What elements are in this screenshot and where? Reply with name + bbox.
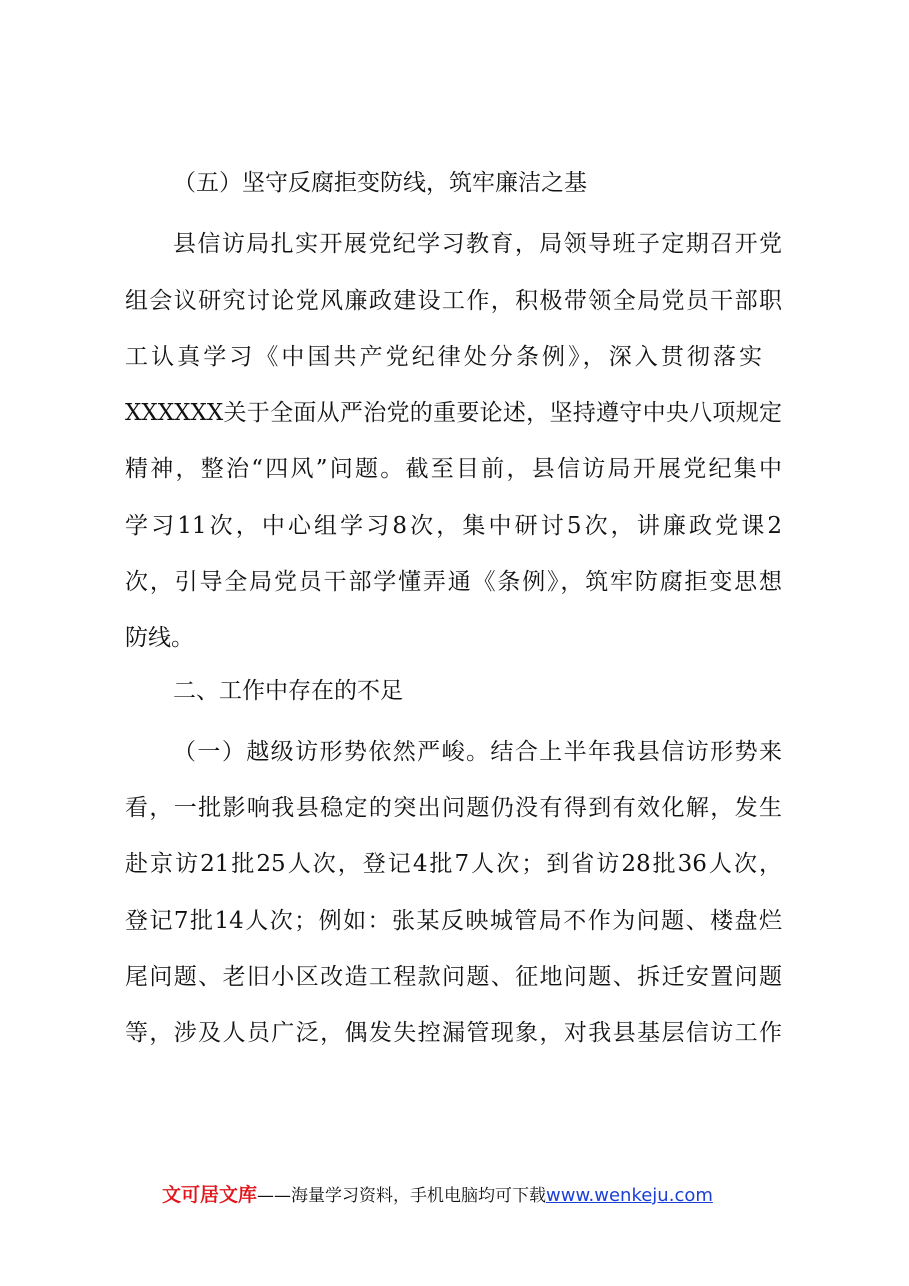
paragraph-line: （一）越级访形势依然严峻。结合上半年我县信访形势来	[173, 739, 782, 765]
paragraph-line: 赴京访21批25人次，登记4批7人次；到省访28批36人次，	[125, 851, 782, 877]
paragraph-line: 学习11次，中心组学习8次，集中研讨5次，讲廉政党课2	[125, 513, 782, 539]
section-five-heading: （五）坚守反腐拒变防线，筑牢廉洁之基	[173, 170, 587, 196]
paragraph-line: 精神，整治“四风”问题。截至目前，县信访局开展党纪集中	[125, 456, 782, 482]
paragraph-line: 看，一批影响我县稳定的突出问题仍没有得到有效化解，发生	[125, 795, 782, 821]
paragraph-line: 防线。	[125, 625, 194, 651]
paragraph-line: 次，引导全局党员干部学懂弄通《条例》，筑牢防腐拒变思想	[125, 569, 782, 595]
footer-brand: 文可居文库	[162, 1184, 258, 1206]
paragraph-line: 登记7批14人次；例如：张某反映城管局不作为问题、楼盘烂	[125, 908, 782, 934]
paragraph-line: XXXXXX关于全面从严治党的重要论述，坚持遵守中央八项规定	[125, 400, 782, 426]
paragraph-line: 组会议研究讨论党风廉政建设工作，积极带领全局党员干部职	[125, 288, 782, 314]
paragraph-line: 工认真学习《中国共产党纪律处分条例》，深入贯彻落实	[125, 344, 762, 370]
footer-url-link[interactable]: www.wenkeju.com	[546, 1185, 713, 1206]
paragraph-line: 县信访局扎实开展党纪学习教育，局领导班子定期召开党	[173, 231, 782, 257]
footer-banner	[162, 1183, 713, 1208]
paragraph-line: 尾问题、老旧小区改造工程款问题、征地问题、拆迁安置问题	[125, 964, 782, 990]
footer-tagline: ——海量学习资料，手机电脑均可下载	[257, 1186, 547, 1206]
paragraph-line: 等，涉及人员广泛，偶发失控漏管现象，对我县基层信访工作	[125, 1020, 782, 1046]
section-two-heading: 二、工作中存在的不足	[173, 678, 403, 704]
